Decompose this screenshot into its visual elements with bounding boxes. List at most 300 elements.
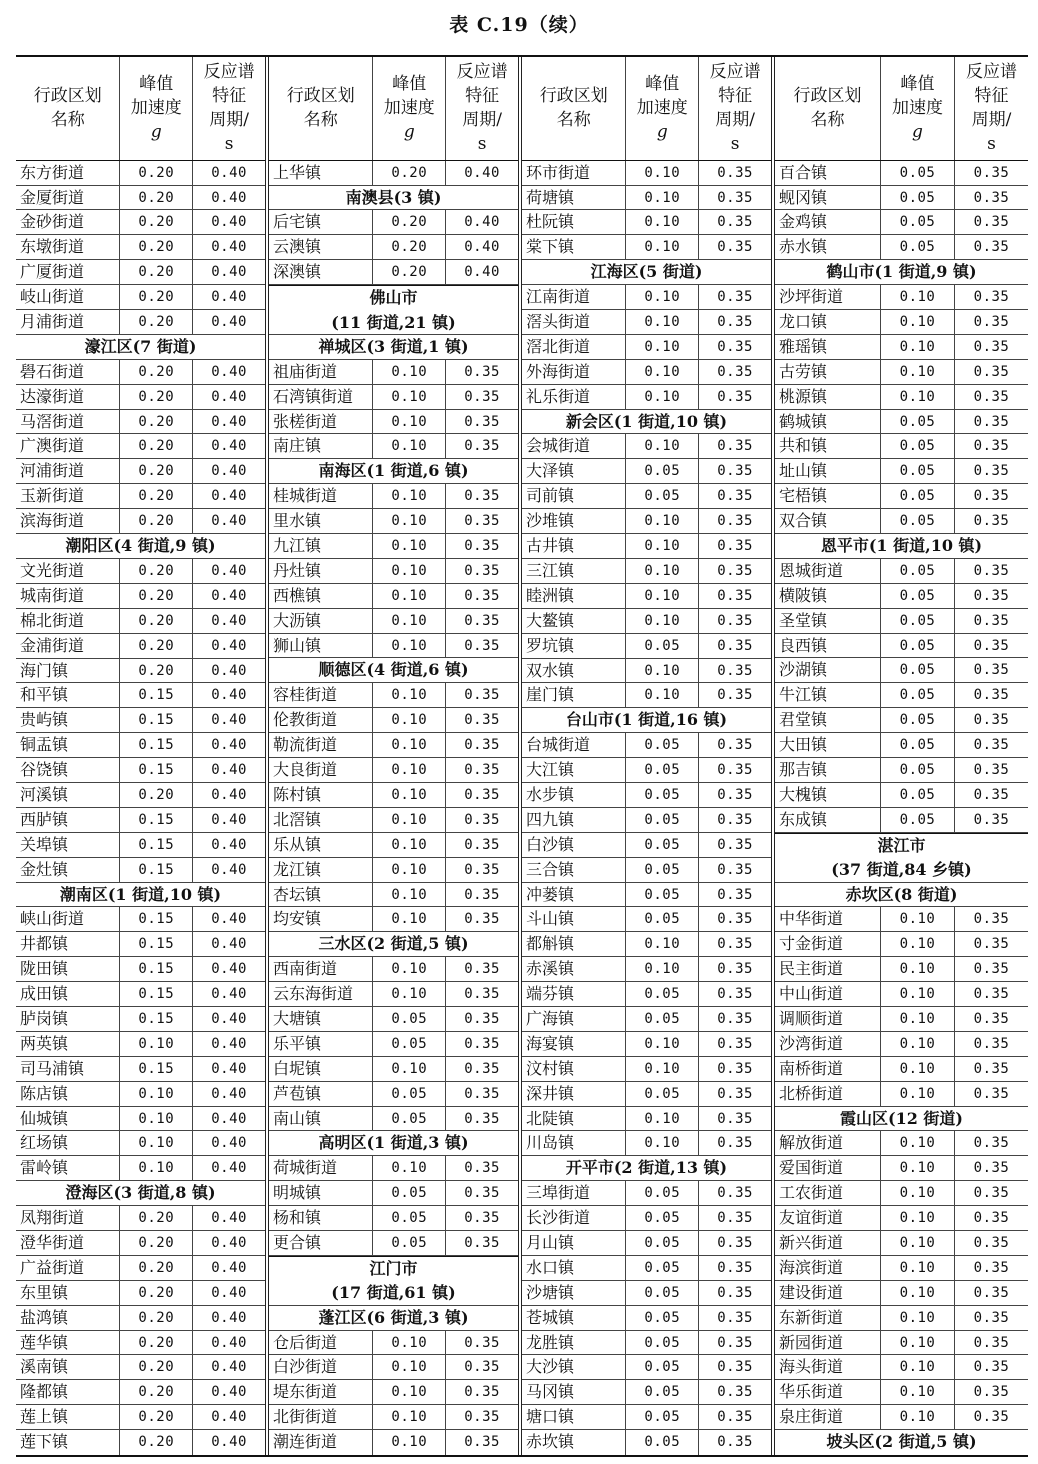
table-row (775, 808, 1028, 833)
cell-period: 0.35 (717, 488, 753, 505)
cell-period: 0.35 (973, 413, 1010, 430)
table-row (269, 260, 518, 285)
cell-pga: 0.10 (881, 1380, 955, 1404)
table-row (269, 1206, 518, 1231)
cell-period: 0.40 (211, 1309, 247, 1326)
cell-name: 溪南镇 (16, 1355, 120, 1379)
cell-period: 0.40 (211, 811, 247, 828)
cell-pga: 0.15 (120, 758, 193, 782)
cell-name: 雷岭镇 (16, 1156, 120, 1180)
cell-period: 0.35 (973, 737, 1010, 754)
cell-period: 0.40 (211, 1210, 247, 1227)
table-row (269, 509, 518, 534)
city-header-row (775, 833, 1028, 883)
cell-name: 古劳镇 (775, 360, 881, 384)
table-row (522, 1405, 771, 1430)
group-header-row: 恩平市(1 街道,10 镇) (775, 534, 1028, 559)
cell-pga: 0.15 (120, 708, 193, 732)
table-row (16, 1082, 265, 1107)
cell-name: 后宅镇 (269, 210, 373, 234)
cell-pga: 0.10 (373, 1057, 446, 1081)
cell-name: 解放街道 (775, 1131, 881, 1155)
table-row (522, 957, 771, 982)
group-header-row: 江海区(5 街道) (522, 260, 771, 285)
cell-pga: 0.10 (373, 1355, 446, 1379)
table-row (16, 434, 265, 459)
table-row (775, 335, 1028, 360)
cell-pga: 0.20 (120, 235, 193, 259)
table-row (16, 1032, 265, 1057)
table-row (775, 1306, 1028, 1331)
cell-pga: 0.10 (120, 1107, 193, 1131)
cell-pga: 0.10 (626, 957, 699, 981)
cell-period: 0.40 (211, 264, 247, 281)
table-row (522, 808, 771, 833)
cell-name: 龙胜镇 (522, 1331, 626, 1355)
table-column (522, 57, 775, 1455)
table-row (269, 883, 518, 908)
table-row (522, 683, 771, 708)
cell-pga: 0.20 (120, 783, 193, 807)
cell-name: 杨和镇 (269, 1206, 373, 1230)
table-row (522, 235, 771, 260)
cell-pga: 0.20 (120, 360, 193, 384)
table-row (775, 360, 1028, 385)
cell-pga: 0.20 (120, 634, 193, 658)
cell-pga: 0.10 (120, 1082, 193, 1106)
table-row (775, 982, 1028, 1007)
table-row (269, 235, 518, 260)
cell-name: 井都镇 (16, 932, 120, 956)
cell-period: 0.35 (717, 861, 753, 878)
cell-name: 鹤城镇 (775, 410, 881, 434)
cell-period: 0.35 (973, 214, 1010, 231)
cell-pga: 0.10 (881, 310, 955, 334)
cell-period: 0.35 (717, 562, 753, 579)
group-header-row: 澄海区(3 街道,8 镇) (16, 1181, 265, 1206)
cell-period: 0.40 (211, 936, 247, 953)
header-period: 反应谱 特征 周期/ s (709, 62, 761, 155)
cell-name: 云澳镇 (269, 235, 373, 259)
cell-name: 上华镇 (269, 161, 373, 185)
cell-pga: 0.20 (120, 1355, 193, 1379)
table-row (522, 186, 771, 211)
table-row (775, 235, 1028, 260)
table-row (269, 434, 518, 459)
group-header-row: 南海区(1 街道,6 镇) (269, 459, 518, 484)
cell-name: 月浦街道 (16, 310, 120, 334)
cell-pga: 0.10 (881, 1256, 955, 1280)
cell-pga: 0.10 (881, 1281, 955, 1305)
table-row (269, 907, 518, 932)
header-name: 行政区划 名称 (775, 57, 881, 160)
cell-name: 金厦街道 (16, 186, 120, 210)
cell-pga: 0.10 (373, 1156, 446, 1180)
cell-pga: 0.20 (120, 186, 193, 210)
table-row (522, 858, 771, 883)
cell-period: 0.35 (464, 488, 500, 505)
cell-pga: 0.10 (120, 1156, 193, 1180)
cell-pga: 0.10 (881, 1306, 955, 1330)
table-row (522, 1181, 771, 1206)
cell-period: 0.40 (211, 239, 247, 256)
cell-period: 0.40 (211, 562, 247, 579)
cell-pga: 0.05 (626, 982, 699, 1006)
cell-name: 东里镇 (16, 1281, 120, 1305)
table-row (16, 385, 265, 410)
table-row (522, 1380, 771, 1405)
city-name: 湛江市 (877, 835, 926, 855)
cell-pga: 0.05 (626, 1430, 699, 1455)
cell-pga: 0.20 (120, 434, 193, 458)
cell-name: 莲上镇 (16, 1405, 120, 1429)
cell-period: 0.35 (973, 1060, 1010, 1077)
cell-pga: 0.15 (120, 858, 193, 882)
table-row (522, 509, 771, 534)
table-row (269, 1331, 518, 1356)
cell-period: 0.35 (717, 438, 753, 455)
cell-pga: 0.10 (373, 1405, 446, 1429)
cell-pga: 0.15 (120, 957, 193, 981)
cell-period: 0.35 (464, 811, 500, 828)
cell-pga: 0.10 (120, 1032, 193, 1056)
table-row (775, 161, 1028, 186)
cell-pga: 0.05 (626, 484, 699, 508)
cell-period: 0.35 (464, 538, 500, 555)
cell-period: 0.35 (717, 687, 753, 704)
cell-period: 0.40 (211, 289, 247, 306)
cell-name: 胪岗镇 (16, 1007, 120, 1031)
cell-pga: 0.20 (120, 1430, 193, 1455)
cell-name: 文光街道 (16, 559, 120, 583)
cell-pga: 0.05 (626, 808, 699, 832)
cell-period: 0.35 (717, 538, 753, 555)
cell-pga: 0.05 (881, 161, 955, 185)
cell-name: 司马浦镇 (16, 1057, 120, 1081)
cell-name: 成田镇 (16, 982, 120, 1006)
cell-name: 仓后街道 (269, 1331, 373, 1355)
table-row (269, 360, 518, 385)
cell-period: 0.35 (717, 662, 753, 679)
cell-pga: 0.10 (373, 1331, 446, 1355)
group-header-row: 台山市(1 街道,16 镇) (522, 708, 771, 733)
cell-name: 马冈镇 (522, 1380, 626, 1404)
table-row (16, 683, 265, 708)
table-row (269, 584, 518, 609)
cell-name: 蚬冈镇 (775, 186, 881, 210)
cell-pga: 0.10 (881, 1231, 955, 1255)
table-row (269, 833, 518, 858)
cell-name: 南庄镇 (269, 434, 373, 458)
cell-period: 0.35 (973, 712, 1010, 729)
cell-pga: 0.10 (373, 982, 446, 1006)
table-row (522, 1057, 771, 1082)
cell-period: 0.35 (973, 1210, 1010, 1227)
cell-pga: 0.05 (626, 758, 699, 782)
cell-period: 0.35 (464, 363, 500, 380)
cell-pga: 0.10 (373, 783, 446, 807)
cell-pga: 0.05 (626, 1331, 699, 1355)
cell-name: 双水镇 (522, 659, 626, 683)
cell-pga: 0.05 (373, 1082, 446, 1106)
cell-period: 0.35 (464, 737, 500, 754)
group-header-row: 开平市(2 街道,13 镇) (522, 1156, 771, 1181)
cell-name: 九江镇 (269, 534, 373, 558)
cell-name: 明城镇 (269, 1181, 373, 1205)
cell-name: 狮山镇 (269, 634, 373, 658)
cell-name: 横陂镇 (775, 584, 881, 608)
cell-period: 0.35 (717, 762, 753, 779)
cell-name: 司前镇 (522, 484, 626, 508)
cell-period: 0.35 (973, 513, 1010, 530)
table-row (775, 559, 1028, 584)
cell-name: 和平镇 (16, 683, 120, 707)
table-row (775, 1405, 1028, 1430)
cell-name: 三合镇 (522, 858, 626, 882)
table-row (775, 932, 1028, 957)
cell-name: 古井镇 (522, 534, 626, 558)
cell-period: 0.35 (717, 1434, 753, 1451)
cell-period: 0.40 (211, 637, 247, 654)
cell-period: 0.35 (464, 1185, 500, 1202)
cell-name: 马滘街道 (16, 410, 120, 434)
header-pga: 峰值 加速度 g (881, 57, 955, 160)
cell-period: 0.35 (717, 1185, 753, 1202)
cell-pga: 0.05 (881, 634, 955, 658)
cell-period: 0.35 (973, 961, 1010, 978)
cell-pga: 0.10 (626, 659, 699, 683)
cell-name: 城南街道 (16, 584, 120, 608)
cell-period: 0.35 (464, 438, 500, 455)
cell-period: 0.35 (717, 1259, 753, 1276)
cell-pga: 0.15 (120, 733, 193, 757)
cell-name: 汶村镇 (522, 1057, 626, 1081)
table-body (775, 161, 1028, 1455)
cell-pga: 0.05 (626, 1181, 699, 1205)
cell-name: 达濠街道 (16, 385, 120, 409)
table-row (16, 559, 265, 584)
cell-period: 0.35 (973, 1259, 1010, 1276)
cell-name: 祖庙街道 (269, 360, 373, 384)
cell-name: 金浦街道 (16, 634, 120, 658)
table-row (775, 1281, 1028, 1306)
table-row (775, 459, 1028, 484)
cell-name: 南桥街道 (775, 1057, 881, 1081)
cell-name: 台城街道 (522, 733, 626, 757)
table-row (775, 1156, 1028, 1181)
cell-period: 0.35 (717, 338, 753, 355)
cell-period: 0.35 (464, 562, 500, 579)
cell-period: 0.40 (211, 1010, 247, 1027)
table-row (775, 708, 1028, 733)
cell-pga: 0.05 (881, 410, 955, 434)
cell-pga: 0.05 (626, 907, 699, 931)
data-table (16, 55, 1028, 1457)
cell-pga: 0.10 (373, 584, 446, 608)
table-row (16, 858, 265, 883)
cell-pga: 0.20 (120, 285, 193, 309)
cell-pga: 0.20 (120, 1306, 193, 1330)
cell-name: 关埠镇 (16, 833, 120, 857)
cell-name: 川岛镇 (522, 1131, 626, 1155)
cell-pga: 0.05 (626, 1306, 699, 1330)
cell-name: 长沙街道 (522, 1206, 626, 1230)
table-row (269, 1355, 518, 1380)
table-row (775, 410, 1028, 435)
cell-pga: 0.10 (881, 1355, 955, 1379)
table-row (522, 1131, 771, 1156)
header-period: 反应谱 特征 周期/ s (203, 62, 255, 155)
table-row (269, 1082, 518, 1107)
cell-name: 沙塘镇 (522, 1281, 626, 1305)
group-header-row: 濠江区(7 街道) (16, 335, 265, 360)
table-row (775, 658, 1028, 683)
cell-pga: 0.10 (373, 907, 446, 931)
header-pga: 峰值 加速度 g (373, 57, 446, 160)
cell-name: 大沥镇 (269, 609, 373, 633)
cell-name: 月山镇 (522, 1231, 626, 1255)
cell-pga: 0.05 (626, 783, 699, 807)
cell-period: 0.40 (464, 264, 500, 281)
cell-name: 四九镇 (522, 808, 626, 832)
cell-pga: 0.10 (373, 385, 446, 409)
table-row (775, 584, 1028, 609)
table-row (269, 1405, 518, 1430)
table-row (269, 683, 518, 708)
cell-name: 海头街道 (775, 1355, 881, 1379)
cell-period: 0.35 (973, 562, 1010, 579)
cell-pga: 0.05 (373, 1007, 446, 1031)
group-header-row: 南澳县(3 镇) (269, 186, 518, 211)
cell-pga: 0.10 (881, 1331, 955, 1355)
cell-pga: 0.10 (626, 186, 699, 210)
cell-name: 杏坛镇 (269, 883, 373, 907)
cell-name: 赤坎镇 (522, 1430, 626, 1455)
cell-name: 伦教街道 (269, 708, 373, 732)
cell-name: 沙湾街道 (775, 1032, 881, 1056)
cell-name: 圣堂镇 (775, 609, 881, 633)
table-row (16, 1355, 265, 1380)
cell-period: 0.35 (464, 762, 500, 779)
cell-name: 沙坪街道 (775, 285, 881, 309)
cell-pga: 0.05 (881, 235, 955, 259)
table-row (269, 1231, 518, 1256)
cell-name: 大泽镇 (522, 459, 626, 483)
cell-pga: 0.20 (120, 161, 193, 185)
cell-period: 0.35 (973, 363, 1010, 380)
cell-period: 0.35 (717, 314, 753, 331)
cell-period: 0.35 (973, 1185, 1010, 1202)
cell-name: 睦洲镇 (522, 584, 626, 608)
cell-name: 潮连街道 (269, 1430, 373, 1455)
cell-period: 0.35 (717, 986, 753, 1003)
group-header-row: 高明区(1 街道,3 镇) (269, 1131, 518, 1156)
cell-period: 0.35 (464, 1334, 500, 1351)
cell-pga: 0.10 (626, 1032, 699, 1056)
cell-period: 0.40 (211, 1259, 247, 1276)
cell-pga: 0.10 (373, 434, 446, 458)
cell-pga: 0.10 (626, 534, 699, 558)
cell-pga: 0.20 (120, 1380, 193, 1404)
cell-pga: 0.15 (120, 932, 193, 956)
table-row (269, 410, 518, 435)
cell-pga: 0.10 (881, 1082, 955, 1106)
table-row (16, 484, 265, 509)
table-row (775, 1131, 1028, 1156)
cell-name: 北街街道 (269, 1405, 373, 1429)
group-header-row: 坡头区(2 街道,5 镇) (826, 1432, 977, 1452)
table-row (775, 385, 1028, 410)
table-row (522, 932, 771, 957)
cell-period: 0.40 (211, 164, 247, 181)
cell-period: 0.35 (973, 1359, 1010, 1376)
cell-period: 0.35 (717, 1210, 753, 1227)
table-row (16, 957, 265, 982)
cell-name: 西樵镇 (269, 584, 373, 608)
cell-name: 南山镇 (269, 1107, 373, 1131)
table-row (16, 659, 265, 684)
cell-name: 广澳街道 (16, 434, 120, 458)
cell-pga: 0.20 (120, 1281, 193, 1305)
table-row (16, 310, 265, 335)
cell-period: 0.35 (717, 936, 753, 953)
cell-name: 里水镇 (269, 509, 373, 533)
cell-period: 0.35 (464, 861, 500, 878)
table-row (16, 459, 265, 484)
cell-pga: 0.10 (881, 360, 955, 384)
group-header-row: 三水区(2 街道,5 镇) (269, 932, 518, 957)
table-row (16, 235, 265, 260)
cell-period: 0.35 (717, 1359, 753, 1376)
cell-period: 0.35 (464, 1060, 500, 1077)
cell-period: 0.35 (464, 1085, 500, 1102)
table-row (522, 559, 771, 584)
cell-period: 0.35 (464, 961, 500, 978)
cell-period: 0.35 (717, 886, 753, 903)
cell-pga: 0.20 (120, 1405, 193, 1429)
cell-period: 0.35 (717, 786, 753, 803)
cell-period: 0.40 (211, 1234, 247, 1251)
table-row (16, 833, 265, 858)
cell-period: 0.35 (717, 1135, 753, 1152)
cell-name: 棠下镇 (522, 235, 626, 259)
cell-period: 0.35 (464, 1010, 500, 1027)
cell-name: 谷饶镇 (16, 758, 120, 782)
table-row (269, 957, 518, 982)
table-row (16, 210, 265, 235)
table-column (269, 57, 522, 1455)
cell-pga: 0.05 (881, 186, 955, 210)
table-row (522, 883, 771, 908)
cell-period: 0.35 (464, 388, 500, 405)
cell-name: 水口镇 (522, 1256, 626, 1280)
table-row (775, 1331, 1028, 1356)
cell-name: 新兴街道 (775, 1231, 881, 1255)
cell-name: 均安镇 (269, 907, 373, 931)
cell-pga: 0.20 (373, 210, 446, 234)
cell-name: 东成镇 (775, 808, 881, 832)
city-count: (37 街道,84 乡镇) (831, 860, 972, 880)
cell-period: 0.40 (211, 1035, 247, 1052)
cell-name: 东新街道 (775, 1306, 881, 1330)
table-row (522, 285, 771, 310)
cell-name: 金灶镇 (16, 858, 120, 882)
cell-name: 勒流街道 (269, 733, 373, 757)
cell-period: 0.35 (973, 936, 1010, 953)
table-row (269, 1007, 518, 1032)
cell-name: 铜盂镇 (16, 733, 120, 757)
cell-pga: 0.10 (373, 758, 446, 782)
